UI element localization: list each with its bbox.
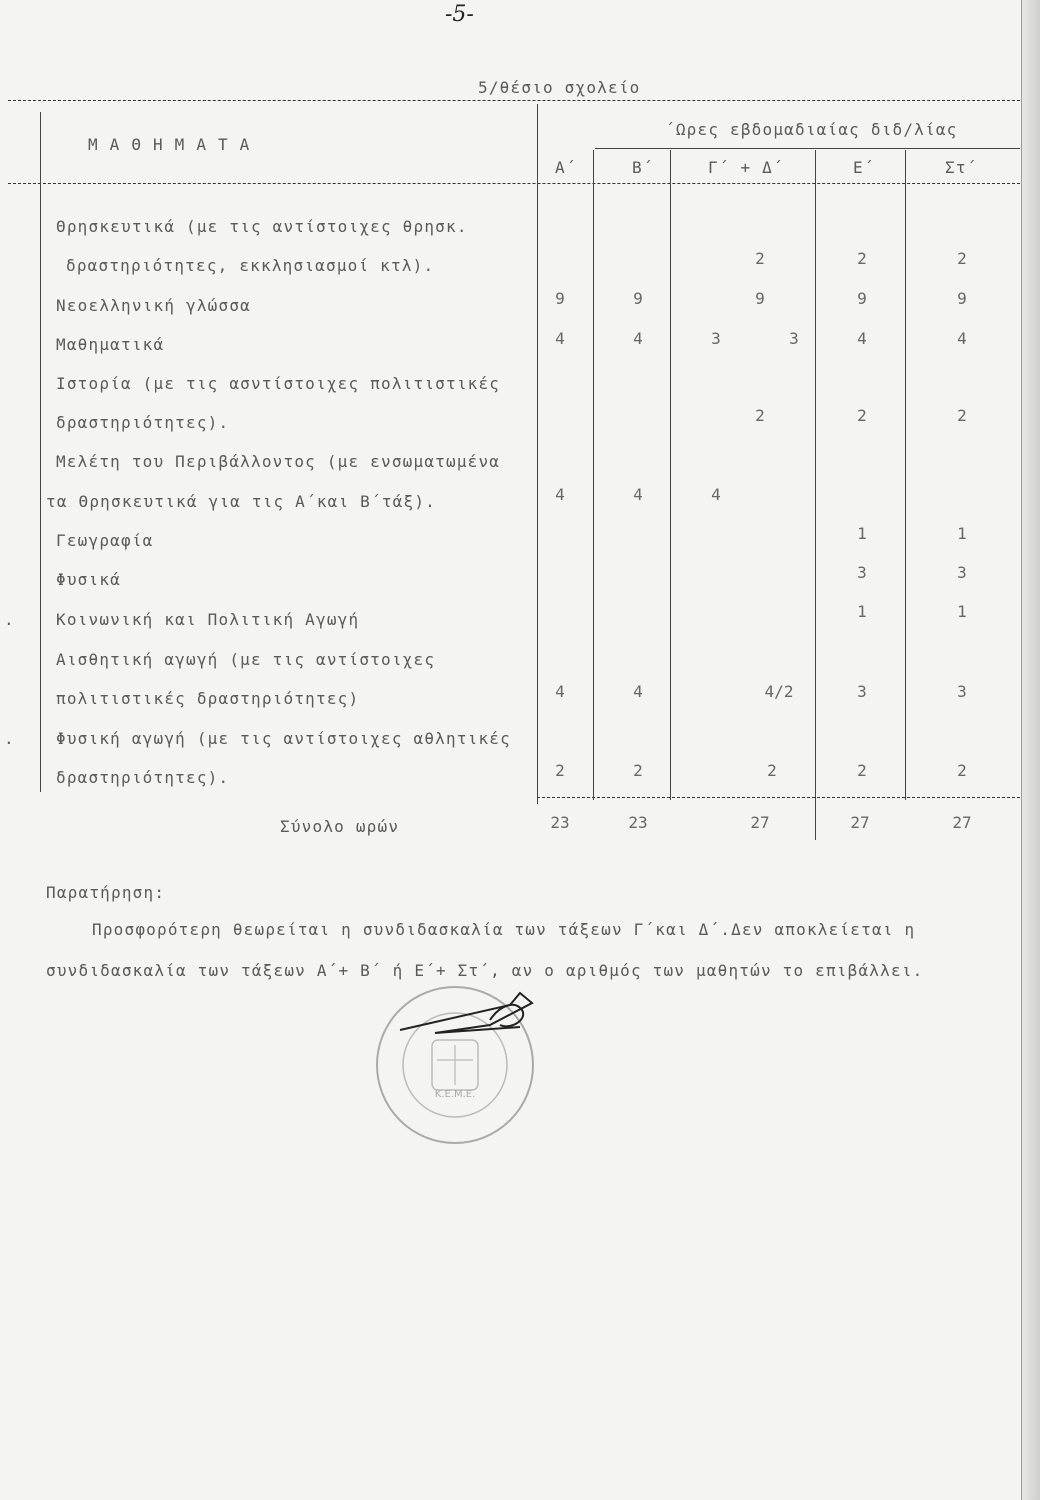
hours-cell: 2 — [755, 406, 765, 425]
hours-header: ΄Ωρες εβδομαδιαίας διδ/λίας — [665, 120, 958, 139]
col-divider-c — [670, 150, 671, 800]
hours-cell: 2 — [957, 761, 967, 780]
hours-cell: 4/2 — [764, 682, 794, 701]
hours-cell: 4 — [633, 682, 643, 701]
grade-header-e: Ε΄ — [853, 158, 875, 177]
hours-cell: 3 — [957, 682, 967, 701]
hours-cell: 2 — [857, 406, 867, 425]
subject-line: πολιτιστικές δραστηριότητες) — [56, 689, 360, 708]
hours-cell: 2 — [755, 249, 765, 268]
subject-line: Φυσικά — [56, 570, 121, 589]
hours-cell: 3 — [857, 563, 867, 582]
hours-cell: 3 — [857, 682, 867, 701]
subject-line: τα Θρησκευτικά για τις Α΄και Β΄τάξ). — [46, 492, 436, 511]
table-title: 5/θέσιο σχολείο — [478, 78, 641, 97]
grade-header-st: Στ΄ — [945, 158, 978, 177]
page-edge — [1021, 0, 1040, 1500]
margin-mark: . — [4, 610, 15, 629]
subject-line: Αισθητική αγωγή (με τις αντίστοιχες — [56, 650, 436, 669]
grade-header-cd: Γ΄ + Δ΄ — [708, 158, 784, 177]
subject-line: δραστηριότητες, εκκλησιασμοί κτλ). — [66, 256, 435, 275]
subject-line: Φυσική αγωγή (με τις αντίστοιχες αθλητικές — [56, 729, 511, 748]
col-divider-e — [815, 150, 816, 840]
subject-line: Κοινωνική και Πολιτική Αγωγή — [56, 610, 360, 629]
subject-line: Θρησκευτικά (με τις αντίστοιχες θρησκ. — [56, 217, 468, 236]
hours-cell: 3 — [789, 329, 799, 348]
official-stamp — [340, 985, 580, 1165]
grade-header-b: Β΄ — [632, 158, 654, 177]
subject-line: Γεωγραφία — [56, 531, 154, 550]
hours-cell: 2 — [633, 761, 643, 780]
hours-cell: 2 — [957, 249, 967, 268]
subject-line: Μαθηματικά — [56, 335, 165, 354]
col-divider-a — [537, 104, 538, 804]
hours-cell: 4 — [633, 485, 643, 504]
hours-cell: 2 — [857, 761, 867, 780]
hours-cell: 3 — [957, 563, 967, 582]
page-number: -5- — [445, 2, 474, 27]
subject-line: Ιστορία (με τις ασντίστοιχες πολιτιστικές — [56, 374, 501, 393]
totals-label: Σύνολο ωρών — [280, 817, 400, 836]
hours-cell: 2 — [957, 406, 967, 425]
subjects-header: Μ Α Θ Η Μ Α Τ Α — [88, 135, 251, 154]
hours-cell: 4 — [857, 329, 867, 348]
hours-cell: 9 — [957, 289, 967, 308]
hours-cell: 1 — [957, 524, 967, 543]
hours-cell: 9 — [857, 289, 867, 308]
hours-cell: 2 — [857, 249, 867, 268]
hours-cell: 4 — [555, 329, 565, 348]
hours-cell: 2 — [555, 761, 565, 780]
col-divider-b — [593, 150, 594, 800]
subject-line: δραστηριότητες). — [56, 768, 230, 787]
left-border — [40, 112, 41, 792]
note-title: Παρατήρηση: — [46, 883, 166, 902]
hours-cell: 3 — [711, 329, 721, 348]
hours-cell: 4 — [555, 485, 565, 504]
total-st: 27 — [952, 813, 972, 832]
total-cd: 27 — [750, 813, 770, 832]
hours-cell: 9 — [755, 289, 765, 308]
hours-cell: 1 — [957, 602, 967, 621]
note-line-1: Προσφορότερη θεωρείται η συνδιδασκαλία των τάξεων Γ΄και Δ΄.Δεν αποκλείεται η — [92, 920, 916, 939]
hours-cell: 4 — [711, 485, 721, 504]
table-top-rule — [8, 100, 1020, 101]
subject-line: Νεοελληνική γλώσσα — [56, 296, 251, 315]
grades-header-rule — [595, 148, 1020, 149]
col-divider-st — [905, 150, 906, 800]
hours-cell: 4 — [957, 329, 967, 348]
subject-line: δραστηριότητες). — [56, 413, 230, 432]
hours-cell: 1 — [857, 524, 867, 543]
grade-header-a: Α΄ — [555, 158, 577, 177]
hours-cell: 4 — [633, 329, 643, 348]
header-bottom-rule — [8, 183, 1020, 184]
stamp-abbrev: Κ.Ε.Μ.Ε. — [434, 1089, 476, 1100]
hours-cell: 1 — [857, 602, 867, 621]
total-a: 23 — [550, 813, 570, 832]
table-bottom-rule — [537, 797, 1020, 798]
margin-mark: . — [4, 729, 15, 748]
subject-line: Μελέτη του Περιβάλλοντος (με ενσωματωμένα — [56, 452, 501, 471]
hours-cell: 2 — [767, 761, 777, 780]
hours-cell: 9 — [633, 289, 643, 308]
total-b: 23 — [628, 813, 648, 832]
hours-cell: 4 — [555, 682, 565, 701]
note-line-2: συνδιδασκαλία των τάξεων Α΄+ Β΄ ή Ε΄+ Στ΄, αν ο αριθμός των μαθητών το επιβάλλει. — [46, 961, 924, 980]
total-e: 27 — [850, 813, 870, 832]
hours-cell: 9 — [555, 289, 565, 308]
